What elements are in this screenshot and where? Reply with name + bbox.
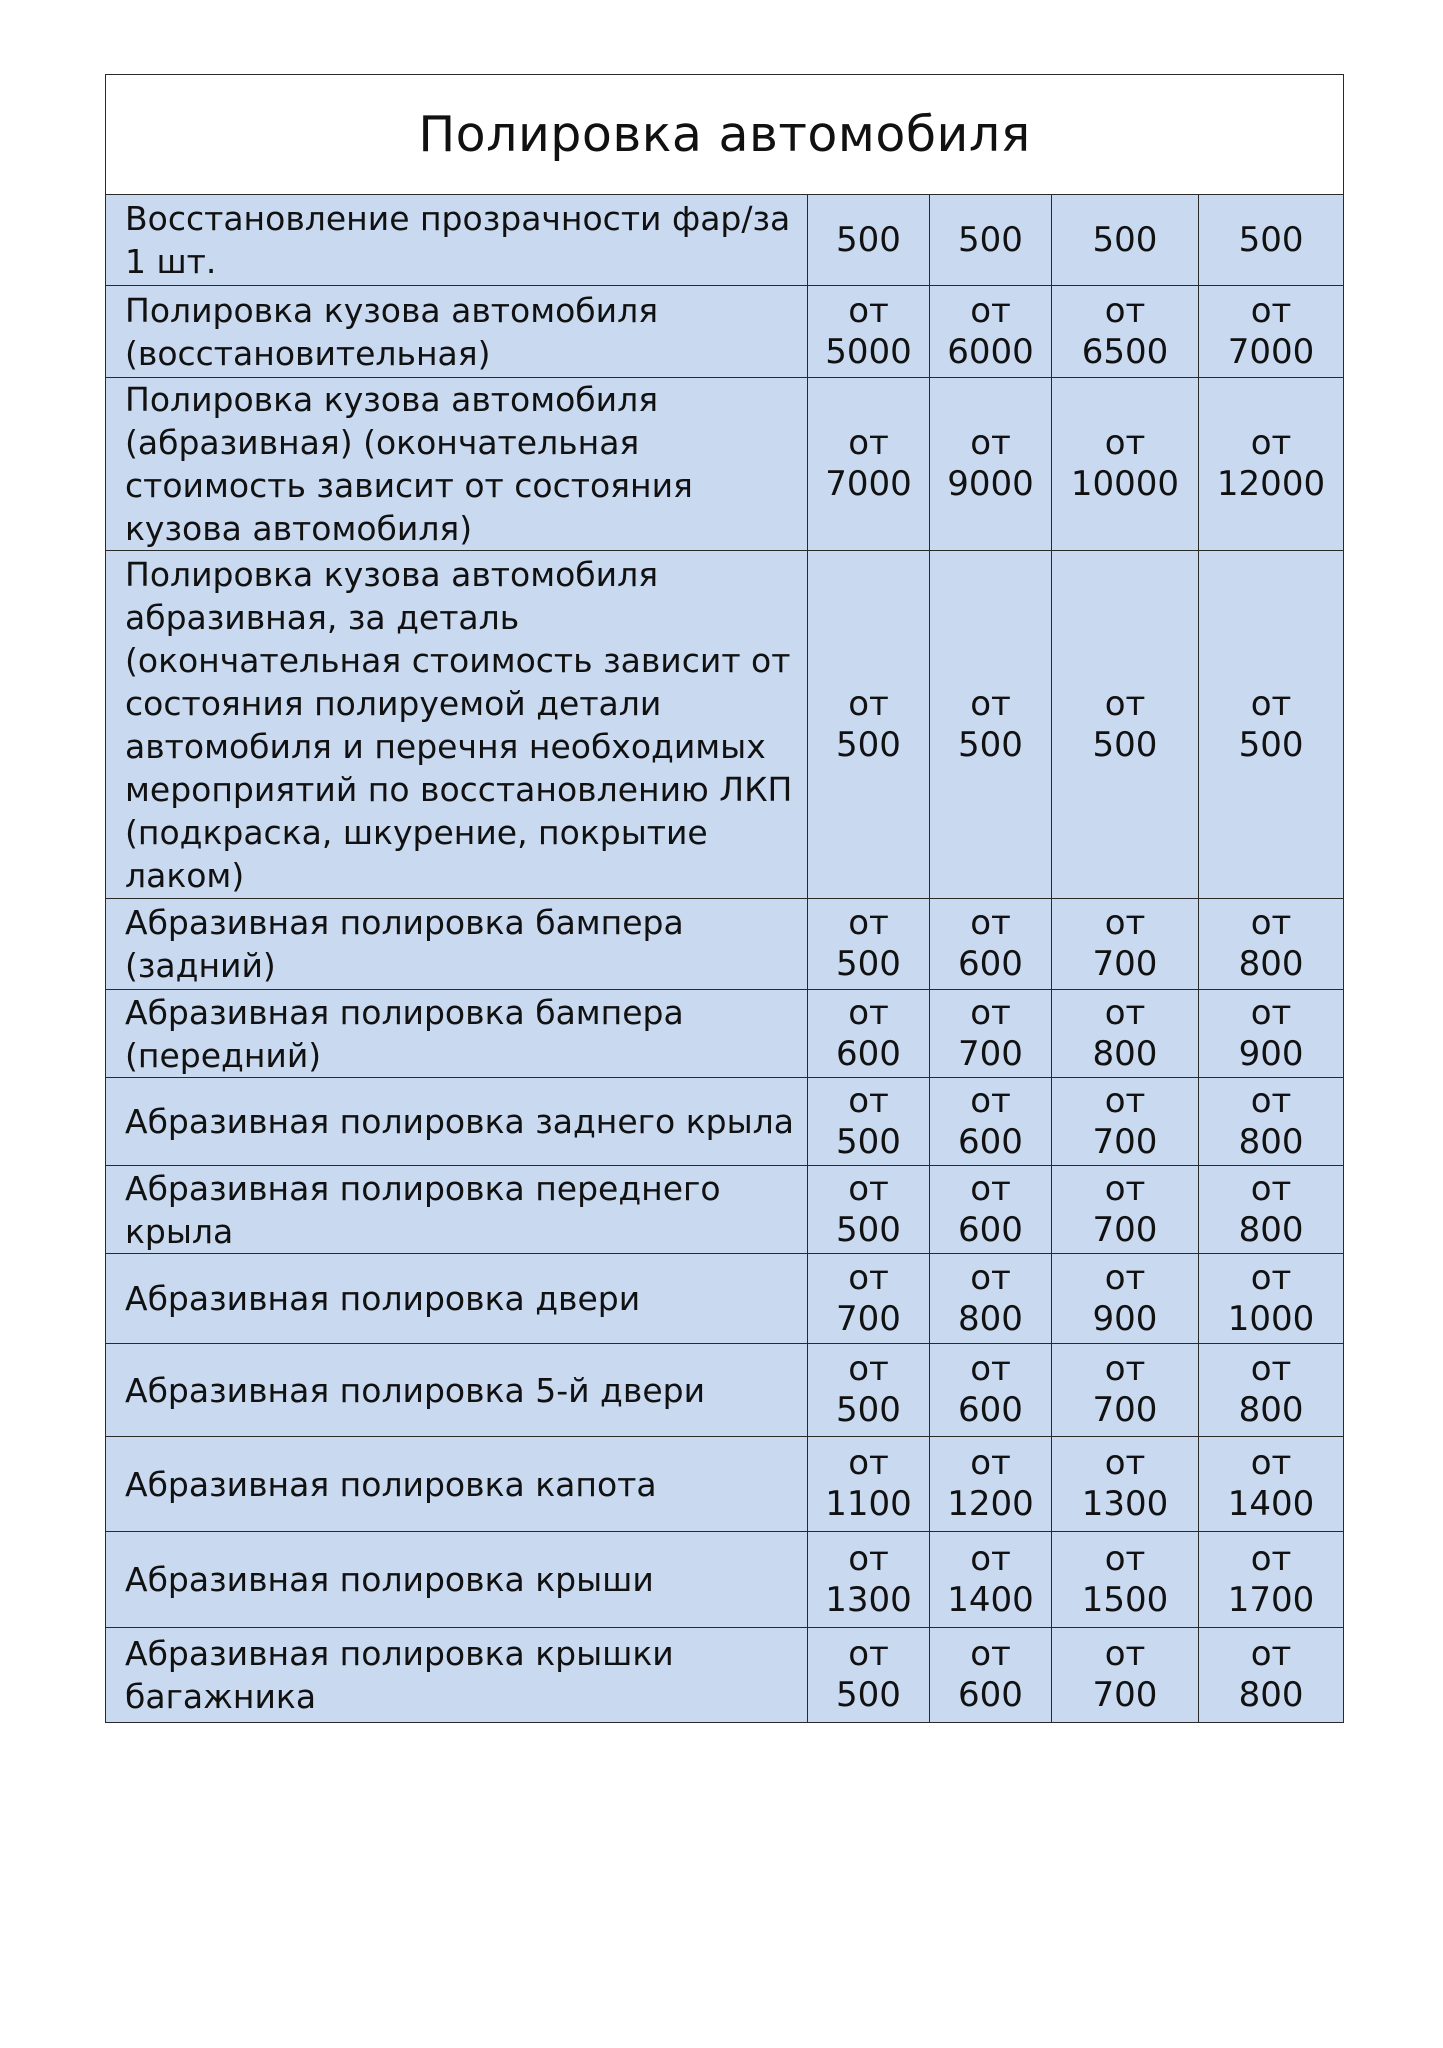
- price-cell: [808, 899, 930, 990]
- price-value: 800: [1238, 1121, 1304, 1162]
- price-cell: [930, 1344, 1052, 1437]
- service-name: Абразивная полировка капота: [106, 1437, 808, 1532]
- price-cell: [930, 551, 1052, 899]
- price-value: 6000: [947, 331, 1034, 372]
- price-cell: [808, 990, 930, 1078]
- price-prefix: от: [970, 1168, 1011, 1209]
- price-cell: [808, 1254, 930, 1344]
- price-cell: [1052, 1254, 1199, 1344]
- price-value: 500: [836, 1390, 901, 1430]
- price-prefix: от: [848, 1349, 889, 1389]
- price-prefix: от: [1250, 1634, 1292, 1674]
- service-name: Абразивная полировка бампера (задний): [106, 899, 808, 990]
- price-value: 6500: [1081, 331, 1169, 372]
- price-value: 7000: [825, 464, 912, 504]
- price-value: 500: [836, 724, 901, 765]
- price-prefix: от: [848, 1443, 889, 1483]
- price-value: 7000: [1227, 331, 1315, 372]
- price-prefix: от: [1104, 1257, 1146, 1298]
- price-prefix: от: [1250, 290, 1292, 331]
- price-cell: [1052, 286, 1199, 378]
- price-prefix: от: [1250, 903, 1292, 943]
- price-cell: [1199, 1532, 1344, 1628]
- service-row: [106, 899, 1344, 990]
- price-cell: [808, 286, 930, 378]
- price-value: 500: [836, 219, 901, 260]
- price-cell: [1199, 551, 1344, 899]
- price-prefix: от: [1250, 1538, 1292, 1579]
- price-value: 500: [958, 219, 1023, 260]
- price-prefix: от: [1104, 683, 1146, 724]
- price-value: 600: [836, 1033, 901, 1074]
- price-prefix: от: [1104, 290, 1146, 331]
- price-prefix: от: [970, 1080, 1011, 1121]
- price-cell: [1052, 899, 1199, 990]
- price-value: 9000: [947, 464, 1034, 504]
- price-prefix: от: [970, 1257, 1011, 1298]
- price-value: 700: [1092, 1209, 1158, 1250]
- price-value: 500: [1238, 219, 1304, 260]
- price-cell: [930, 1078, 1052, 1166]
- price-value: 5000: [825, 331, 912, 372]
- service-name: Полировка кузова автомобиля абразивная, за деталь (окончательная стоимость зависит от состояния полируемой детали автомобиля и перечня необходимых мероприятий по восстановлению ЛКП (подкраска, шкурение, покрытие лаком): [106, 551, 808, 899]
- price-prefix: от: [848, 1257, 889, 1298]
- price-value: 500: [958, 724, 1023, 765]
- price-cell: [808, 1437, 930, 1532]
- price-value: 900: [1238, 1033, 1304, 1074]
- price-cell: [808, 551, 930, 899]
- price-prefix: от: [1250, 1168, 1292, 1209]
- price-cell: [930, 286, 1052, 378]
- price-cell: [808, 1344, 930, 1437]
- price-cell: [1199, 899, 1344, 990]
- price-cell: [1052, 1532, 1199, 1628]
- price-value: 700: [1092, 1675, 1158, 1715]
- price-prefix: от: [848, 1168, 889, 1209]
- price-cell: [930, 990, 1052, 1078]
- price-prefix: от: [1250, 1257, 1292, 1298]
- price-prefix: от: [1104, 1538, 1146, 1579]
- price-value: 800: [1238, 1675, 1304, 1715]
- service-row: [106, 1628, 1344, 1723]
- price-value: 700: [1092, 944, 1158, 984]
- price-value: 1400: [1227, 1484, 1315, 1524]
- service-name: Полировка кузова автомобиля (восстановительная): [106, 286, 808, 378]
- price-value: 1300: [1081, 1484, 1169, 1524]
- price-prefix: от: [970, 683, 1011, 724]
- price-value: 1500: [1081, 1579, 1169, 1620]
- price-prefix: от: [970, 1443, 1011, 1483]
- price-cell: [808, 1078, 930, 1166]
- price-prefix: от: [1104, 1349, 1146, 1389]
- service-row: [106, 195, 1344, 286]
- price-prefix: от: [1104, 992, 1146, 1033]
- price-value: 700: [1092, 1390, 1158, 1430]
- price-prefix: от: [970, 1634, 1011, 1674]
- service-name: Абразивная полировка бампера (передний): [106, 990, 808, 1078]
- price-value: 10000: [1070, 464, 1180, 504]
- price-value: 600: [958, 1209, 1023, 1250]
- price-value: 700: [1092, 1121, 1158, 1162]
- price-value: 800: [1238, 1209, 1304, 1250]
- price-value: 600: [958, 944, 1023, 984]
- price-prefix: от: [848, 290, 889, 331]
- price-cell: [1199, 1344, 1344, 1437]
- service-row: [106, 1254, 1344, 1344]
- price-cell: [930, 899, 1052, 990]
- price-prefix: от: [848, 1634, 889, 1674]
- price-value: 600: [958, 1675, 1023, 1715]
- price-value: 1200: [947, 1484, 1034, 1524]
- price-cell: [1199, 1437, 1344, 1532]
- price-value: 1400: [947, 1579, 1034, 1620]
- service-name: Абразивная полировка заднего крыла: [106, 1078, 808, 1166]
- price-value: 1000: [1227, 1298, 1315, 1339]
- price-cell: [1052, 1437, 1199, 1532]
- price-prefix: от: [970, 1538, 1011, 1579]
- service-row: [106, 378, 1344, 551]
- price-cell: [1052, 1344, 1199, 1437]
- title-row: [106, 75, 1344, 195]
- price-cell: [1199, 286, 1344, 378]
- price-prefix: от: [1250, 1349, 1292, 1389]
- price-prefix: от: [1104, 1443, 1146, 1483]
- price-value: 500: [1092, 219, 1158, 260]
- price-prefix: от: [970, 903, 1011, 943]
- service-row: [106, 1437, 1344, 1532]
- price-cell: [1052, 1078, 1199, 1166]
- price-value: 500: [1092, 724, 1158, 765]
- price-value: 500: [1238, 724, 1304, 765]
- price-value: 600: [958, 1121, 1023, 1162]
- price-value: 800: [958, 1298, 1023, 1339]
- price-prefix: от: [848, 1538, 889, 1579]
- service-name: Абразивная полировка крышки багажника: [106, 1628, 808, 1723]
- price-cell: [1052, 195, 1199, 286]
- service-row: [106, 286, 1344, 378]
- service-row: [106, 551, 1344, 899]
- service-name: Абразивная полировка двери: [106, 1254, 808, 1344]
- price-value: 12000: [1216, 464, 1326, 504]
- price-value: 500: [836, 944, 901, 984]
- price-prefix: от: [970, 290, 1011, 331]
- price-prefix: от: [970, 992, 1011, 1033]
- price-value: 600: [958, 1390, 1023, 1430]
- price-cell: [1052, 990, 1199, 1078]
- service-name: Абразивная полировка 5-й двери: [106, 1344, 808, 1437]
- price-prefix: от: [848, 992, 889, 1033]
- price-prefix: от: [1250, 683, 1292, 724]
- price-prefix: от: [1104, 1634, 1146, 1674]
- price-prefix: от: [848, 1080, 889, 1121]
- price-value: 700: [836, 1298, 901, 1339]
- price-cell: [930, 1532, 1052, 1628]
- price-value: 1100: [825, 1484, 912, 1524]
- price-value: 800: [1238, 1390, 1304, 1430]
- price-prefix: от: [1104, 423, 1146, 463]
- service-name: Полировка кузова автомобиля (абразивная) (окончательная стоимость зависит от состояния кузова автомобиля): [106, 378, 808, 551]
- service-name: Абразивная полировка переднего крыла: [106, 1166, 808, 1254]
- price-value: 700: [958, 1033, 1023, 1074]
- price-cell: [1052, 551, 1199, 899]
- price-cell: [930, 195, 1052, 286]
- price-prefix: от: [1250, 423, 1292, 463]
- price-value: 1700: [1227, 1579, 1315, 1620]
- price-cell: [1052, 1628, 1199, 1723]
- price-prefix: от: [848, 423, 889, 463]
- price-prefix: от: [1250, 992, 1292, 1033]
- price-cell: [1199, 1254, 1344, 1344]
- price-prefix: от: [970, 423, 1011, 463]
- price-value: 500: [836, 1209, 901, 1250]
- price-prefix: от: [1250, 1443, 1292, 1483]
- service-name: Восстановление прозрачности фар/за 1 шт.: [106, 195, 808, 286]
- price-cell: [930, 1437, 1052, 1532]
- price-value: 900: [1092, 1298, 1158, 1339]
- price-cell: [930, 1254, 1052, 1344]
- price-cell: [1052, 378, 1199, 551]
- price-value: 800: [1092, 1033, 1158, 1074]
- price-prefix: от: [1104, 903, 1146, 943]
- service-row: [106, 1078, 1344, 1166]
- price-cell: [930, 1166, 1052, 1254]
- price-prefix: от: [970, 1349, 1011, 1389]
- price-cell: [1199, 1078, 1344, 1166]
- price-cell: [930, 1628, 1052, 1723]
- price-value: 800: [1238, 944, 1304, 984]
- price-cell: [1199, 990, 1344, 1078]
- price-prefix: от: [848, 903, 889, 943]
- price-value: 500: [836, 1121, 901, 1162]
- price-cell: [808, 1628, 930, 1723]
- price-prefix: от: [848, 683, 889, 724]
- price-cell: [930, 378, 1052, 551]
- price-cell: [1199, 1628, 1344, 1723]
- price-value: 500: [836, 1675, 901, 1715]
- price-prefix: от: [1250, 1080, 1292, 1121]
- service-name: Абразивная полировка крыши: [106, 1532, 808, 1628]
- price-cell: [808, 1166, 930, 1254]
- price-cell: [1052, 1166, 1199, 1254]
- price-cell: [808, 195, 930, 286]
- service-row: [106, 990, 1344, 1078]
- price-table: [105, 74, 1344, 1723]
- price-prefix: от: [1104, 1080, 1146, 1121]
- price-cell: [1199, 1166, 1344, 1254]
- price-cell: [1199, 195, 1344, 286]
- service-row: [106, 1532, 1344, 1628]
- price-prefix: от: [1104, 1168, 1146, 1209]
- price-cell: [808, 378, 930, 551]
- price-cell: [808, 1532, 930, 1628]
- service-row: [106, 1166, 1344, 1254]
- service-row: [106, 1344, 1344, 1437]
- page-title: Полировка автомобиля: [106, 75, 1344, 195]
- price-cell: [1199, 378, 1344, 551]
- price-value: 1300: [825, 1579, 912, 1620]
